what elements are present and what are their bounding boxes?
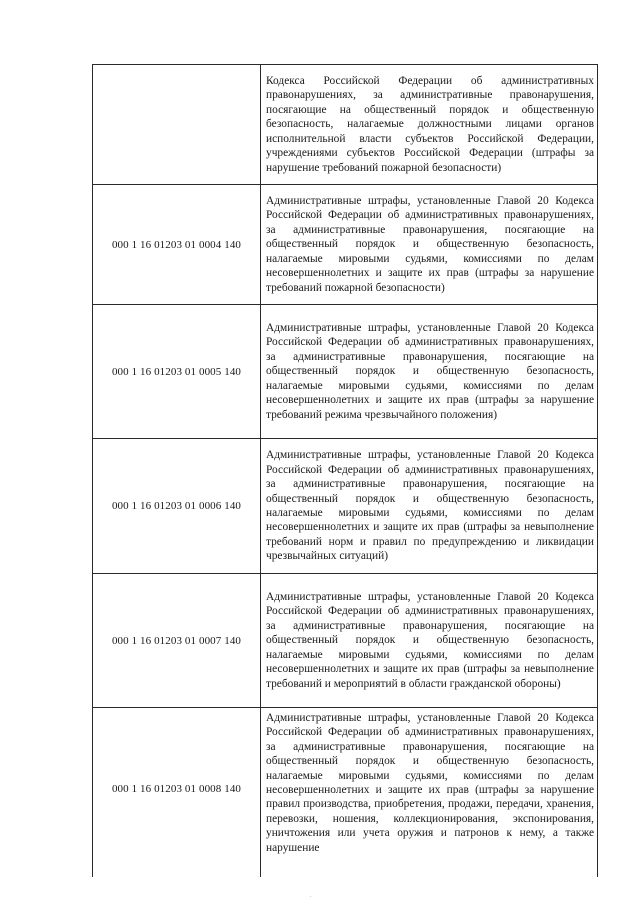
document-page <box>92 64 598 852</box>
table-row <box>93 185 598 305</box>
budget-code-cell: 000 1 16 01203 01 0006 140 <box>93 439 261 574</box>
table-row <box>93 439 598 574</box>
budget-codes-table <box>92 64 598 877</box>
description-cell: Административные штрафы, установленные Главой 20 Кодекса Российской Федерации об административных правонарушениях, за административные правонарушения, посягающие на общественный порядок и общественную безопасность, налагаемые мировыми судьями, комиссиями по делам несовершеннолетних и защите их прав (штрафы за нарушение правил производства, приобретения, продажи, передачи, хранения, перевозки, ношения, коллекционирования, экспонирования, уничтожения или учета оружия и патронов к нему, а также нарушение <box>261 708 598 878</box>
page-footer-mark: . <box>310 893 312 899</box>
table-row <box>93 574 598 708</box>
description-cell: Административные штрафы, установленные Главой 20 Кодекса Российской Федерации об административных правонарушениях, за административные правонарушения, посягающие на общественный порядок и общественную безопасность, налагаемые мировыми судьями, комиссиями по делам несовершеннолетних и защите их прав (штрафы за невыполнение требований и мероприятий в области гражданской обороны) <box>261 574 598 708</box>
description-cell: Административные штрафы, установленные Главой 20 Кодекса Российской Федерации об административных правонарушениях, за административные правонарушения, посягающие на общественный порядок и общественную безопасность, налагаемые мировыми судьями, комиссиями по делам несовершеннолетних и защите их прав (штрафы за нарушение требований режима чрезвычайного положения) <box>261 305 598 439</box>
description-cell: Кодекса Российской Федерации об административных правонарушениях, за административные правонарушения, посягающие на общественный порядок и общественную безопасность, налагаемые должностными лицами органов исполнительной власти субъектов Российской Федерации, учреждениями субъектов Российской Федерации (штрафы за нарушение требований пожарной безопасности) <box>261 65 598 185</box>
budget-code-cell: 000 1 16 01203 01 0004 140 <box>93 185 261 305</box>
budget-code-cell: 000 1 16 01203 01 0008 140 <box>93 708 261 878</box>
description-cell: Административные штрафы, установленные Главой 20 Кодекса Российской Федерации об административных правонарушениях, за административные правонарушения, посягающие на общественный порядок и общественную безопасность, налагаемые мировыми судьями, комиссиями по делам несовершеннолетних и защите их прав (штрафы за невыполнение требований норм и правил по предупреждению и ликвидации чрезвычайных ситуаций) <box>261 439 598 574</box>
budget-code-cell <box>93 65 261 185</box>
table-row <box>93 65 598 185</box>
description-cell: Административные штрафы, установленные Главой 20 Кодекса Российской Федерации об административных правонарушениях, за административные правонарушения, посягающие на общественный порядок и общественную безопасность, налагаемые мировыми судьями, комиссиями по делам несовершеннолетних и защите их прав (штрафы за нарушение требований пожарной безопасности) <box>261 185 598 305</box>
budget-code-cell: 000 1 16 01203 01 0007 140 <box>93 574 261 708</box>
budget-code-cell: 000 1 16 01203 01 0005 140 <box>93 305 261 439</box>
table-row <box>93 305 598 439</box>
table-row <box>93 708 598 878</box>
